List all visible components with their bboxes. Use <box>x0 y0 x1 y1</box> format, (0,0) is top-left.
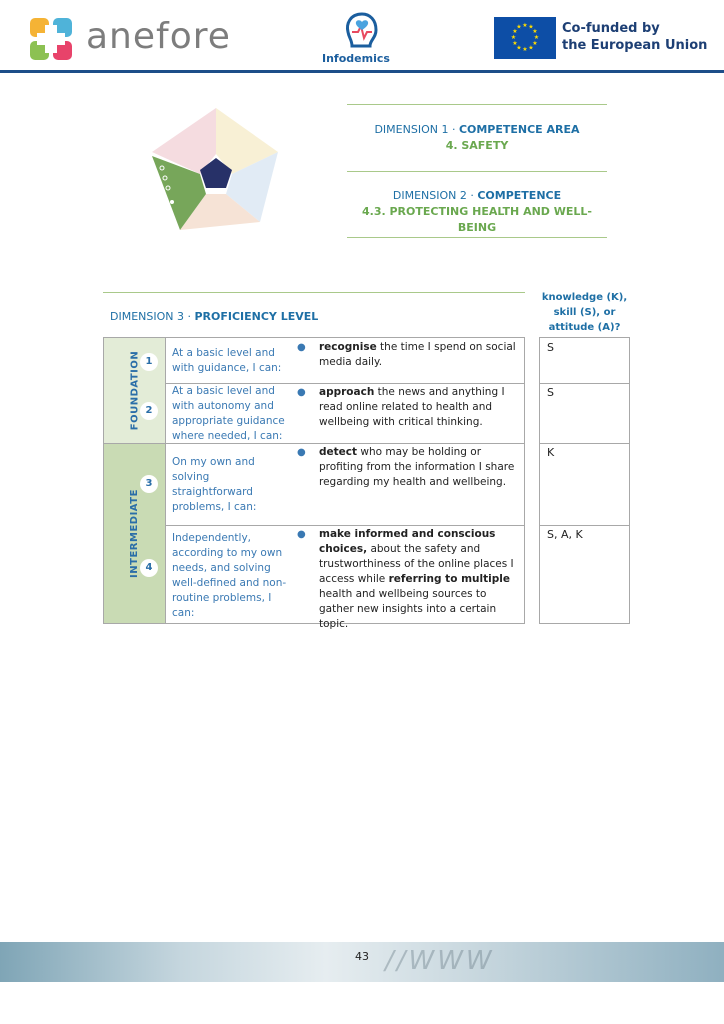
svg-text:★: ★ <box>522 46 528 53</box>
dimension2-title: COMPETENCE <box>477 189 562 202</box>
kas-header-line-2: skill (S), or <box>553 307 616 318</box>
intermediate-label-text: INTERMEDIATE <box>129 489 140 578</box>
level-number-4: 4 <box>140 559 158 577</box>
outcome-text-2 <box>319 385 521 430</box>
dimension1-value: 4. SAFETY <box>445 139 509 152</box>
infodemics-logo-icon <box>340 10 384 52</box>
outcome-verb-3: detect <box>319 446 358 458</box>
table-column-divider <box>165 338 166 623</box>
dimension2-block <box>347 188 607 236</box>
kas-header-line-3: attitude (A)? <box>548 322 621 333</box>
intermediate-label <box>104 444 165 623</box>
outcome-mid-4: about the safety and trustworthiness of the online places I access while <box>319 543 514 585</box>
level-number-1: 1 <box>140 353 158 371</box>
dimension3-prefix: DIMENSION 3 · <box>110 310 195 323</box>
page-header <box>0 0 724 74</box>
foundation-label <box>104 338 165 443</box>
competence-pentagon-icon <box>148 104 284 234</box>
level-number-3: 3 <box>140 475 158 493</box>
level-description-1: At a basic level and with guidance, I can: <box>172 347 282 374</box>
kas-value-2: S <box>547 386 554 399</box>
infodemics-wordmark: Infodemics <box>322 52 390 65</box>
dimension2-value: 4.3. PROTECTING HEALTH AND WELL-BEING <box>361 205 592 234</box>
dimension3-heading <box>110 310 318 323</box>
svg-text:★: ★ <box>532 28 538 35</box>
kas-divider-2 <box>540 443 629 444</box>
dimension1-block <box>347 122 607 154</box>
outcome-rest-4: health and wellbeing sources to gather new insights into a certain topic. <box>319 588 497 630</box>
dimension1-title: COMPETENCE AREA <box>458 123 580 136</box>
svg-text:★: ★ <box>516 44 522 52</box>
kas-divider-3 <box>540 525 629 526</box>
outcome-rest-1: the time I spend on social media daily. <box>319 341 516 368</box>
svg-text:★: ★ <box>512 28 518 35</box>
footer-watermark: //WWW <box>385 946 495 976</box>
proficiency-table <box>103 337 525 630</box>
outcome-verb-2: approach <box>319 386 375 398</box>
dimension3-rule <box>103 292 525 293</box>
anefore-wordmark: anefore <box>86 16 231 57</box>
kas-table <box>539 337 630 624</box>
eu-line-1: Co-funded by <box>562 21 660 36</box>
svg-text:★: ★ <box>522 22 528 29</box>
bullet-icon: ● <box>297 342 306 353</box>
kas-column-header <box>539 290 630 335</box>
svg-text:★: ★ <box>533 34 540 41</box>
bullet-icon: ● <box>297 387 306 398</box>
anefore-logo-icon <box>30 18 72 60</box>
dimension2-prefix: DIMENSION 2 · <box>392 189 478 202</box>
svg-text:★: ★ <box>516 23 522 31</box>
eu-cofunded-text <box>562 20 707 54</box>
header-divider <box>0 70 724 73</box>
bullet-icon: ● <box>297 529 306 540</box>
dimension1-top-rule <box>347 104 607 105</box>
eu-line-2: the European Union <box>562 38 708 53</box>
outcome-verb-4: make informed and conscious choices, <box>319 528 496 555</box>
bullet-icon: ● <box>297 447 306 458</box>
dimension3-title: PROFICIENCY LEVEL <box>194 310 319 323</box>
kas-value-1: S <box>547 341 554 354</box>
outcome-rest-2: the news and anything I read online related to health and wellbeing with critical thinking. <box>319 386 505 428</box>
level-number-2: 2 <box>140 402 158 420</box>
foundation-label-text: FOUNDATION <box>129 350 140 431</box>
dimension2-bottom-rule <box>347 237 607 238</box>
svg-text:★: ★ <box>528 44 534 52</box>
level-description-3: On my own and solving straightforward problems, I can: <box>172 456 257 513</box>
kas-value-3: K <box>547 446 555 459</box>
kas-divider-1 <box>540 383 629 384</box>
band-divider <box>104 443 165 444</box>
svg-text:★: ★ <box>532 40 538 47</box>
outcome-rest-3: who may be holding or profiting from the information I share regarding my health and wellbeing. <box>319 446 515 488</box>
outcome-text-3 <box>319 445 521 490</box>
level-description-4: Independently, according to my own needs, and solving well-defined and non-routine problems, I can: <box>172 532 287 619</box>
dimension-middle-rule <box>347 171 607 172</box>
outcome-text-1 <box>319 340 521 370</box>
svg-text:★: ★ <box>512 40 518 47</box>
eu-flag-icon <box>494 17 556 59</box>
outcome-verb-4b: referring to multiple <box>388 573 510 585</box>
outcome-verb-1: recognise <box>319 341 377 353</box>
level-description-2: At a basic level and with autonomy and appropriate guidance where needed, I can: <box>172 385 285 442</box>
dimension1-prefix: DIMENSION 1 · <box>374 123 459 136</box>
svg-text:★: ★ <box>510 34 517 41</box>
svg-text:★: ★ <box>528 23 534 31</box>
kas-header-line-1: knowledge (K), <box>541 292 628 303</box>
kas-value-4: S, A, K <box>547 528 583 541</box>
outcome-text-4 <box>319 527 521 632</box>
page-number: 43 <box>355 950 369 963</box>
row-divider-3 <box>165 525 525 526</box>
